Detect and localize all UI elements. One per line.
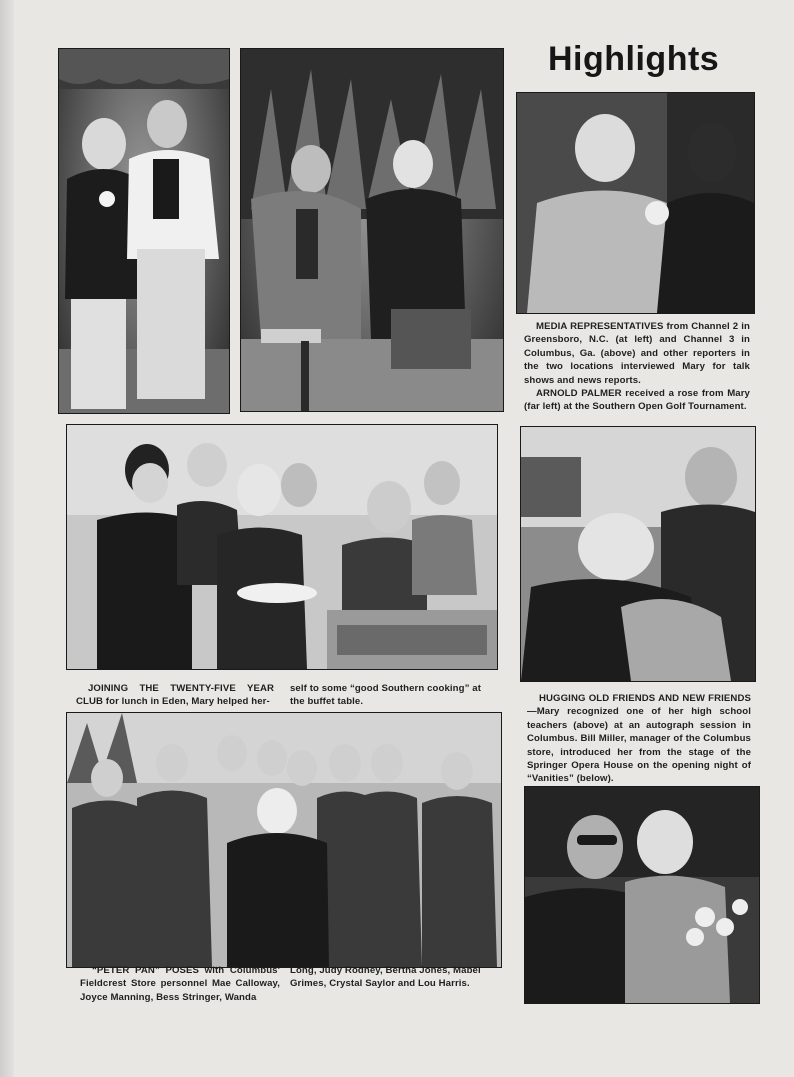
caption-media-p1: MEDIA REPRESENTATIVES from Channel 2 in Greensboro, N.C. (at left) and Channel 3 in Columbus, Ga. (above) and other reporters in the two locations interviewed Mary for talk shows and news reports. (524, 321, 750, 386)
caption-club-col1 (76, 682, 274, 709)
caption-club-col2 (290, 682, 490, 709)
caption-peter-pan-col2 (290, 964, 486, 991)
photo-springer-opera-house (524, 786, 760, 1004)
caption-peter-pan-text-1: “PETER PAN” POSES with Columbus' Fieldcrest Store personnel Mae Calloway, Joyce Manning, Bess Stringer, Wanda (80, 965, 280, 1003)
photo-channel-2-interview (240, 48, 504, 412)
caption-hugging-friends (527, 692, 751, 786)
caption-peter-pan-text-2: Long, Judy Rodney, Bertha Jones, Mabel Grimes, Crystal Saylor and Lou Harris. (290, 965, 481, 990)
page-edge (0, 0, 14, 1077)
caption-club-text-2: self to some “good Southern cooking” at the buffet table. (290, 683, 481, 708)
photo-peter-pan-group (66, 712, 502, 968)
caption-peter-pan-col1 (80, 964, 280, 1004)
caption-club-text-1: JOINING THE TWENTY-FIVE YEAR CLUB for lunch in Eden, Mary helped her- (76, 683, 274, 708)
photo-twenty-five-year-club (66, 424, 498, 670)
page-title: Highlights (548, 40, 720, 78)
caption-media-representatives (524, 320, 750, 414)
photo-arnold-palmer (58, 48, 230, 414)
caption-arnold-palmer: ARNOLD PALMER received a rose from Mary (far left) at the Southern Open Golf Tournament. (524, 388, 750, 413)
photo-high-school-teacher (520, 426, 756, 682)
photo-channel-3-interview (516, 92, 755, 314)
caption-hugging-p1: HUGGING OLD FRIENDS AND NEW FRIENDS—Mary recognized one of her high school teachers (above) at an autograph session in Columbus. Bill Miller, manager of the Columbus store, introduced her from the stage of the Springer Opera House on the opening night of “Vanities” (below). (527, 693, 751, 785)
